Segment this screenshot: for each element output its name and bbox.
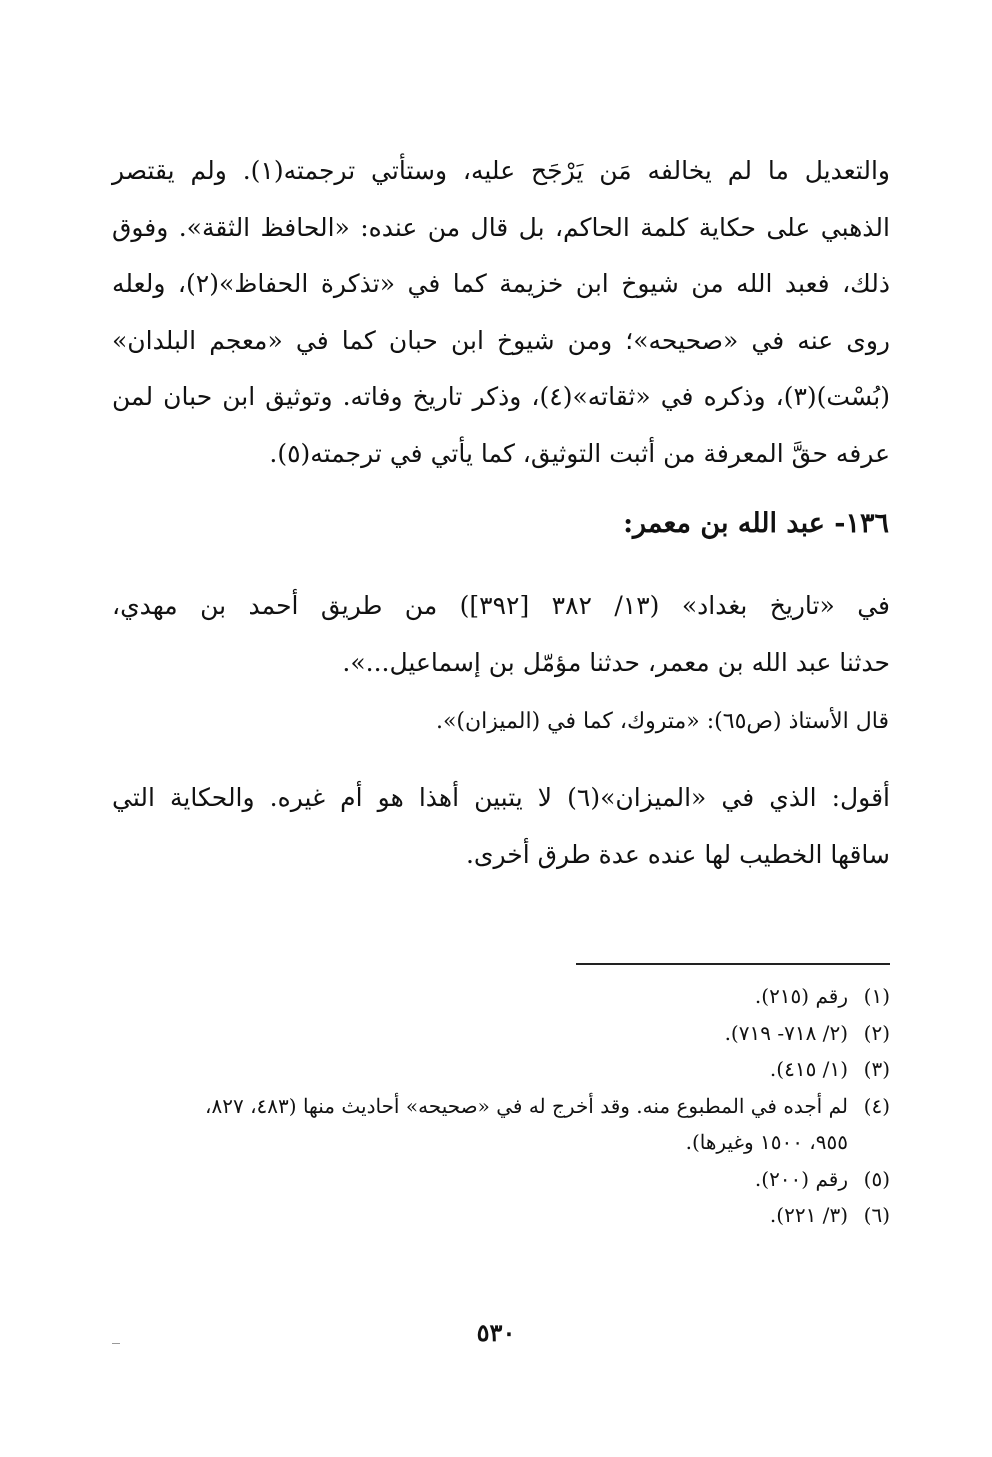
footnote-line: لم أجده في المطبوع منه. وقد أخرج له في «صحيحه» أحاديث منها (٤٨٣، ٨٢٧، <box>205 1093 848 1118</box>
footnote-line: (١/ ٤١٥). <box>769 1057 848 1081</box>
footnotes-list <box>112 978 890 1234</box>
footnote-item <box>112 1051 890 1088</box>
paragraph-1-line: الذهبي على حكاية كلمة الحاكم، بل قال من عنده: «الحافظ الثقة». وفوق <box>112 212 890 242</box>
paragraph-1 <box>112 143 890 482</box>
footnote-item <box>112 1015 890 1052</box>
footnote-number: (٤) <box>863 1093 890 1118</box>
footnote-text <box>112 1015 848 1052</box>
footnote-divider <box>576 963 890 965</box>
paragraph-4 <box>112 770 890 883</box>
footnote-item <box>112 978 890 1015</box>
entry-heading: ١٣٦- عبد الله بن معمر: <box>623 508 889 539</box>
page-number: ٥٣٠ <box>476 1318 516 1347</box>
footnote-item <box>112 1197 890 1234</box>
footnote-number: (٦) <box>863 1203 890 1227</box>
paragraph-1-line: عرفه حقَّ المعرفة من أثبت التوثيق، كما يأتي في ترجمته(٥). <box>269 438 890 468</box>
footnote-number: (٢) <box>863 1020 890 1045</box>
footnote-item <box>112 1088 890 1161</box>
footnote-text <box>112 1197 848 1234</box>
footnote-text <box>112 1161 848 1198</box>
footnote-item <box>112 1161 890 1198</box>
footnote-text <box>112 978 848 1015</box>
paragraph-1-line: والتعديل ما لم يخالفه مَن يَرْجَح عليه، وستأتي ترجمته(١). ولم يقتصر <box>112 156 890 185</box>
footnote-line: (٢/ ٧١٨- ٧١٩). <box>724 1020 848 1045</box>
paragraph-4-line: ساقها الخطيب لها عنده عدة طرق أخرى. <box>465 839 890 869</box>
paragraph-1-line: روى عنه في «صحيحه»؛ ومن شيوخ ابن حبان كما في «معجم البلدان» <box>112 325 890 355</box>
footnote-line: ٩٥٥، ١٥٠٠ وغيرها). <box>685 1130 848 1154</box>
footnote-number: (٥) <box>863 1166 890 1191</box>
paragraph-3: قال الأستاذ (ص٦٥): «متروك، كما في (الميزان)». <box>435 709 889 734</box>
paragraph-4-line: أقول: الذي في «الميزان»(٦) لا يتبين أهذا هو أم غيره. والحكاية التي <box>112 783 890 812</box>
footnote-line: رقم (٢٠٠). <box>754 1166 848 1191</box>
footnote-number: (٣) <box>863 1057 890 1081</box>
scan-mark <box>112 1343 120 1344</box>
paragraph-2-line: حدثنا عبد الله بن معمر، حدثنا مؤمّل بن إسماعيل...». <box>342 647 890 677</box>
paragraph-1-line: ذلك، فعبد الله من شيوخ ابن خزيمة كما في «تذكرة الحفاظ»(٢)، ولعله <box>112 269 890 298</box>
footnote-number: (١) <box>863 984 890 1008</box>
paragraph-2 <box>112 578 890 691</box>
footnote-line: (٣/ ٢٢١). <box>769 1203 848 1227</box>
footnote-text <box>112 1088 848 1161</box>
footnote-text <box>112 1051 848 1088</box>
footnote-line: رقم (٢١٥). <box>754 984 848 1008</box>
paragraph-1-line: (بُسْت)(٣)، وذكره في «ثقاته»(٤)، وذكر تاريخ وفاته. وتوثيق ابن حبان لمن <box>112 382 890 411</box>
paragraph-2-line: في «تاريخ بغداد» (١٣/ ٣٨٢ [٣٩٢]) من طريق أحمد بن مهدي، <box>112 591 891 620</box>
